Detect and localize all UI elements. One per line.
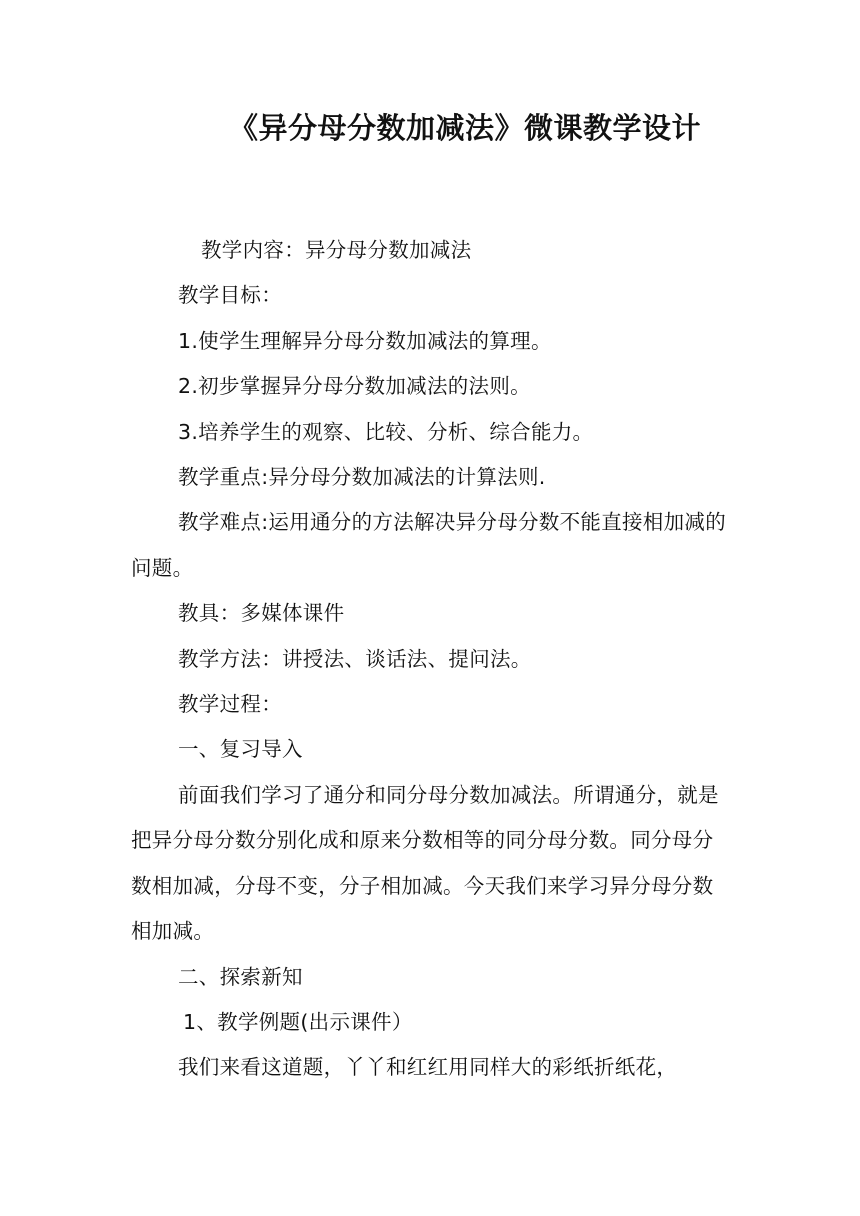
paragraph-objective-3: 3.培养学生的观察、比较、分析、综合能力。 [178,419,594,444]
paragraph-teaching-methods: 教学方法：讲授法、谈话法、提问法。 [178,646,532,671]
document-body [131,228,731,1091]
paragraph-process-heading: 教学过程： [178,692,282,717]
paragraph-section-2: 二、探索新知 [178,964,303,989]
paragraph-objective-1: 1.使学生理解异分母分数加减法的算理。 [178,328,552,353]
paragraph-difficulty: 教学难点:运用通分的方法解决异分母分数不能直接相加减的问题。 [131,510,727,580]
paragraph-content: 教学内容：异分母分数加减法 [201,238,472,262]
document-title: 《异分母分数加减法》微课教学设计 [228,111,701,145]
paragraph-example: 1、教学例题(出示课件） [183,1009,413,1034]
paragraph-objective-2: 2.初步掌握异分母分数加减法的法则。 [178,374,531,399]
paragraph-key-point: 教学重点:异分母分数加减法的计算法则. [178,465,546,490]
paragraph-review: 前面我们学习了通分和同分母分数加减法。所谓通分，就是把异分母分数分别化成和原来分数相等的同分母分数。同分母分数相加减，分母不变，分子相加减。今天我们来学习异分母分数相加减。 [131,782,719,944]
paragraph-objectives-heading: 教学目标： [178,283,282,308]
paragraph-problem: 我们来看这道题，丫丫和红红用同样大的彩纸折纸花， [178,1055,678,1080]
paragraph-section-1: 一、复习导入 [178,737,303,762]
paragraph-teaching-aids: 教具：多媒体课件 [178,601,345,626]
